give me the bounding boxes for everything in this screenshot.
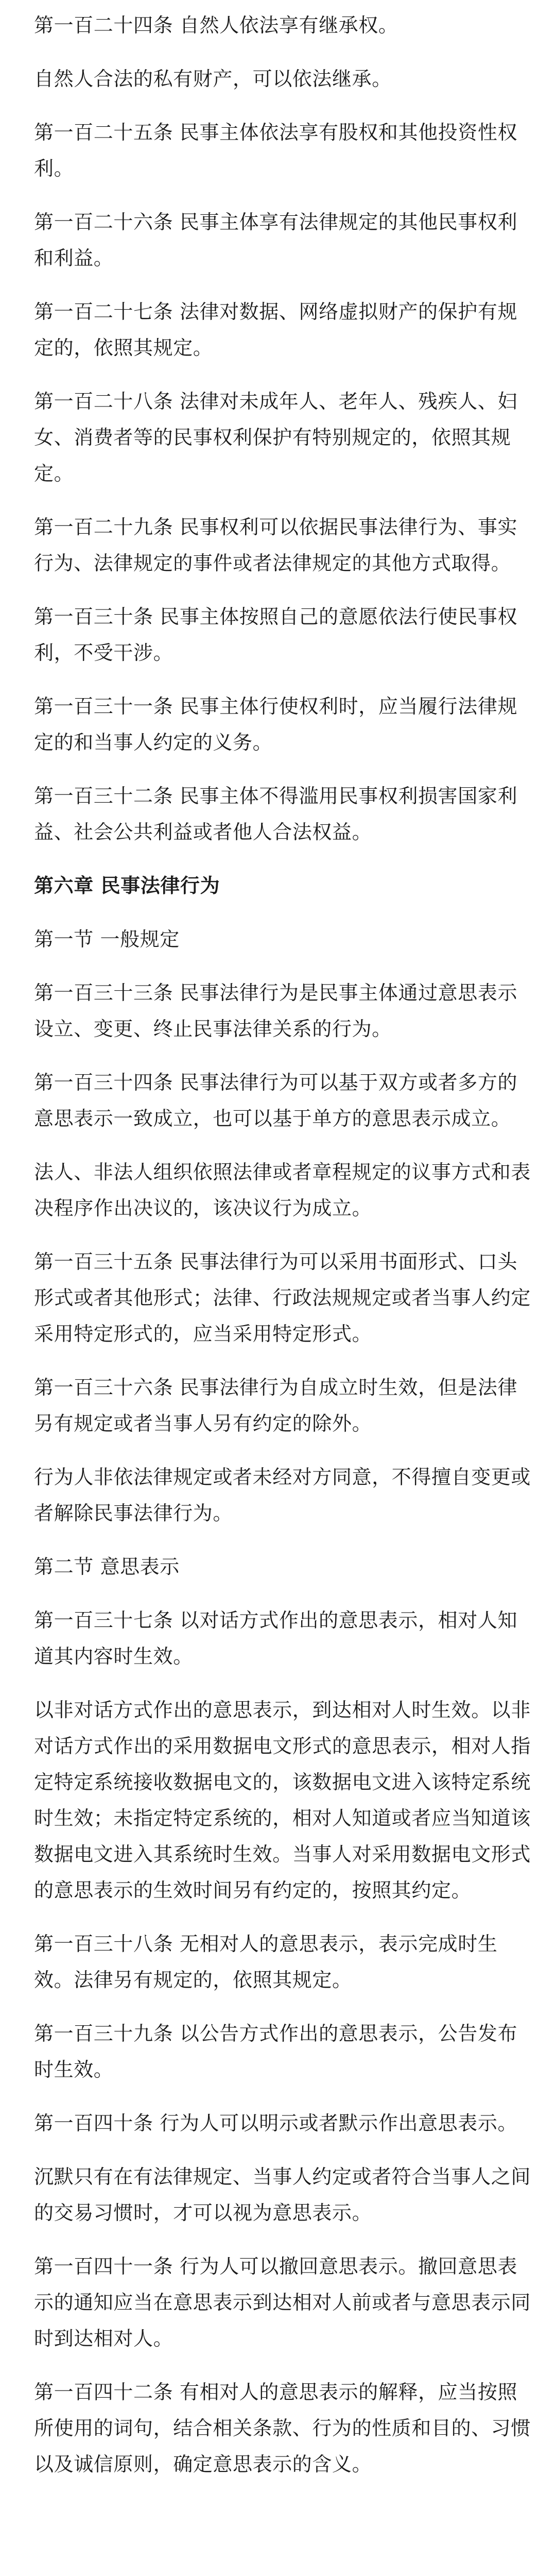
article-paragraph: 第一百四十一条 行为人可以撤回意思表示。撤回意思表示的通知应当在意思表示到达相对人前或者与意思表示同时到达相对人。 <box>34 2255 531 2350</box>
article-paragraph: 第一百二十七条 法律对数据、网络虚拟财产的保护有规定的，依照其规定。 <box>34 300 518 359</box>
article-paragraph: 第一百二十八条 法律对未成年人、老年人、残疾人、妇女、消费者等的民事权利保护有特别规定的，依照其规定。 <box>34 390 518 485</box>
article-paragraph: 第一百四十二条 有相对人的意思表示的解释，应当按照所使用的词句，结合相关条款、行为的性质和目的、习惯以及诚信原则，确定意思表示的含义。 <box>34 2381 531 2476</box>
chapter-heading: 第六章 民事法律行为 <box>34 874 220 897</box>
article-paragraph: 以非对话方式作出的意思表示，到达相对人时生效。以非对话方式作出的采用数据电文形式的意思表示，相对人指定特定系统接收数据电文的，该数据电文进入该特定系统时生效；未指定特定系统的，相对人知道或者应当知道该数据电文进入其系统时生效。当事人对采用数据电文形式的意思表示的生效时间另有约定的，按照其约定。 <box>34 1699 531 1902</box>
article-paragraph: 第一百三十一条 民事主体行使权利时，应当履行法律规定的和当事人约定的义务。 <box>34 695 518 754</box>
article-paragraph: 第一百三十五条 民事法律行为可以采用书面形式、口头形式或者其他形式；法律、行政法规规定或者当事人约定采用特定形式的，应当采用特定形式。 <box>34 1250 531 1345</box>
article-paragraph: 自然人合法的私有财产，可以依法继承。 <box>34 67 392 90</box>
article-paragraph: 第一百二十五条 民事主体依法享有股权和其他投资性权利。 <box>34 121 518 180</box>
article-paragraph: 第一节 一般规定 <box>34 928 180 951</box>
article-paragraph: 第一百三十六条 民事法律行为自成立时生效，但是法律另有规定或者当事人另有约定的除外。 <box>34 1376 518 1435</box>
article-paragraph: 第一百二十六条 民事主体享有法律规定的其他民事权利和利益。 <box>34 211 518 269</box>
article-paragraph: 第一百三十七条 以对话方式作出的意思表示，相对人知道其内容时生效。 <box>34 1609 518 1668</box>
article-paragraph: 第一百三十八条 无相对人的意思表示，表示完成时生效。法律另有规定的，依照其规定。 <box>34 1933 498 1991</box>
article-paragraph: 第一百三十二条 民事主体不得滥用民事权利损害国家利益、社会公共利益或者他人合法权益。 <box>34 785 518 843</box>
article-paragraph: 第一百四十条 行为人可以明示或者默示作出意思表示。 <box>34 2112 518 2134</box>
article-paragraph: 沉默只有在有法律规定、当事人约定或者符合当事人之间的交易习惯时，才可以视为意思表示。 <box>34 2165 531 2224</box>
article-paragraph: 第一百二十四条 自然人依法享有继承权。 <box>34 14 398 37</box>
article-paragraph: 法人、非法人组织依照法律或者章程规定的议事方式和表决程序作出决议的，该决议行为成立。 <box>34 1161 531 1219</box>
article-paragraph: 第一百三十三条 民事法律行为是民事主体通过意思表示设立、变更、终止民事法律关系的行为。 <box>34 981 518 1040</box>
article-paragraph: 第一百三十九条 以公告方式作出的意思表示，公告发布时生效。 <box>34 2022 518 2081</box>
article-paragraph: 第一百三十条 民事主体按照自己的意愿依法行使民事权利，不受干涉。 <box>34 605 518 664</box>
article-paragraph: 第二节 意思表示 <box>34 1555 180 1578</box>
article-paragraph: 第一百三十四条 民事法律行为可以基于双方或者多方的意思表示一致成立，也可以基于单方的意思表示成立。 <box>34 1071 518 1130</box>
article-paragraph: 第一百二十九条 民事权利可以依据民事法律行为、事实行为、法律规定的事件或者法律规定的其他方式取得。 <box>34 516 518 574</box>
article-paragraph: 行为人非依法律规定或者未经对方同意，不得擅自变更或者解除民事法律行为。 <box>34 1466 531 1524</box>
